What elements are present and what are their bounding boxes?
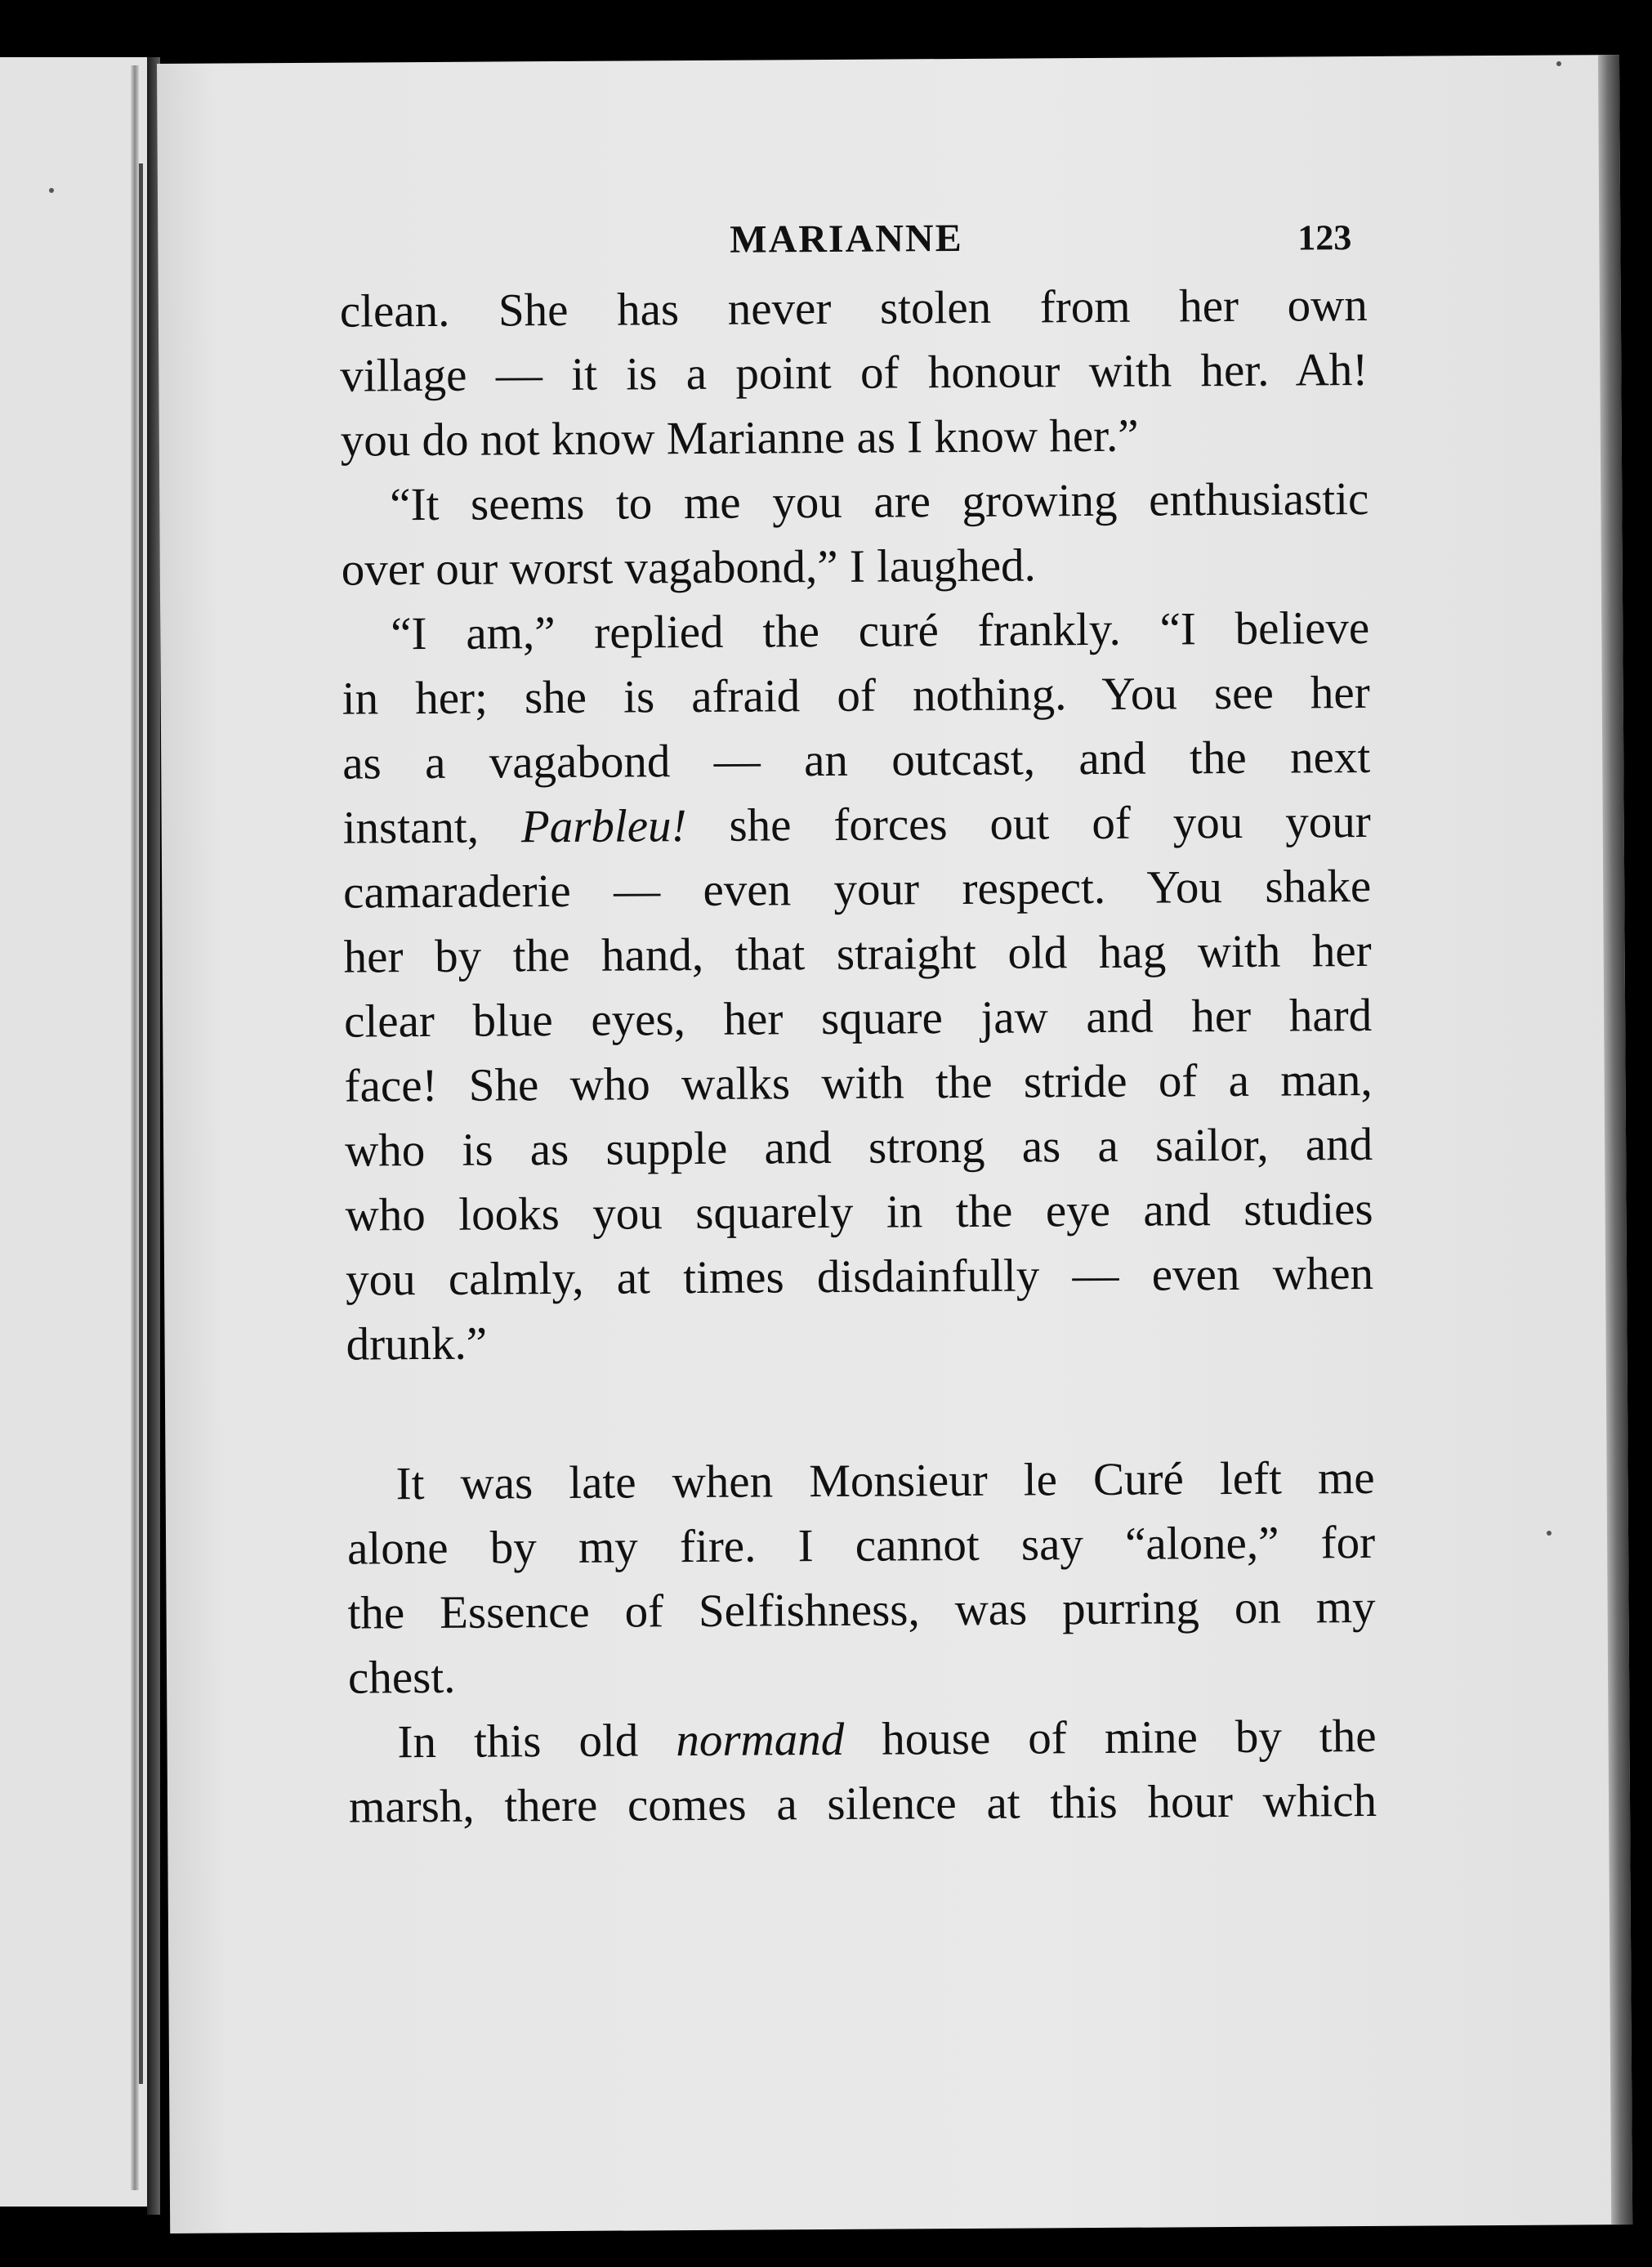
paragraph (340, 273, 1368, 473)
text-line: It was late when Monsieur le Curé left me (395, 1451, 1375, 1510)
scan-speck (1556, 61, 1561, 66)
text-line: “It seems to me you are growing enthusiastic (390, 472, 1369, 531)
paragraph (341, 467, 1369, 602)
book-page (157, 55, 1632, 2233)
text-line: in her; she is afraid of nothing. You see her (342, 666, 1370, 725)
text-line: you calmly, at times disdainfully — even when (345, 1247, 1374, 1306)
text-line: In this old normand house of mine by the (397, 1710, 1377, 1768)
paragraph (346, 1446, 1376, 1710)
left-page-edge (131, 65, 139, 2190)
paragraph (342, 596, 1374, 1377)
page-edge-shadow (1598, 55, 1632, 2225)
text-line: who is as supple and strong as a sailor, and (344, 1118, 1373, 1177)
scan-speck (1547, 1531, 1552, 1536)
text-line: face! She who walks with the stride of a man, (344, 1053, 1373, 1112)
text-line: chest. (347, 1651, 456, 1704)
text-line: her by the hand, that straight old hag with her (343, 924, 1372, 983)
text-line: you do not know Marianne as I know her.” (340, 409, 1139, 467)
text-line: instant, Parbleu! she forces out of you your (342, 795, 1371, 854)
text-line: camaraderie — even your respect. You shake (343, 860, 1372, 919)
text-line: “I am,” replied the curé frankly. “I believe (391, 601, 1370, 660)
text-line: marsh, there comes a silence at this hour which (348, 1774, 1377, 1833)
text-line: village — it is a point of honour with her. Ah! (340, 343, 1368, 402)
italic-term: normand (676, 1713, 845, 1767)
italic-term: Parbleu! (520, 800, 687, 853)
scan-speck (49, 188, 54, 193)
section-break (346, 1370, 1375, 1452)
text-line: clear blue eyes, her square jaw and her hard (343, 989, 1373, 1048)
text-line: clean. She has never stolen from her own (339, 279, 1368, 338)
left-page-margin (0, 57, 151, 2207)
running-title: MARIANNE (730, 216, 963, 262)
text-line: as a vagabond — an outcast, and the next (342, 731, 1371, 789)
text-line: over our worst vagabond,” I laughed. (341, 539, 1036, 596)
text-line: drunk.” (346, 1317, 488, 1370)
text-line: who looks you squarely in the eye and studies (345, 1183, 1373, 1241)
body-text (340, 273, 1377, 1840)
text-line: the Essence of Selfishness, was purring on my (347, 1581, 1376, 1639)
text-line: alone by my fire. I cannot say “alone,” for (346, 1516, 1376, 1575)
page-number: 123 (1297, 217, 1352, 258)
paragraph (348, 1704, 1377, 1840)
running-head (158, 212, 1620, 278)
